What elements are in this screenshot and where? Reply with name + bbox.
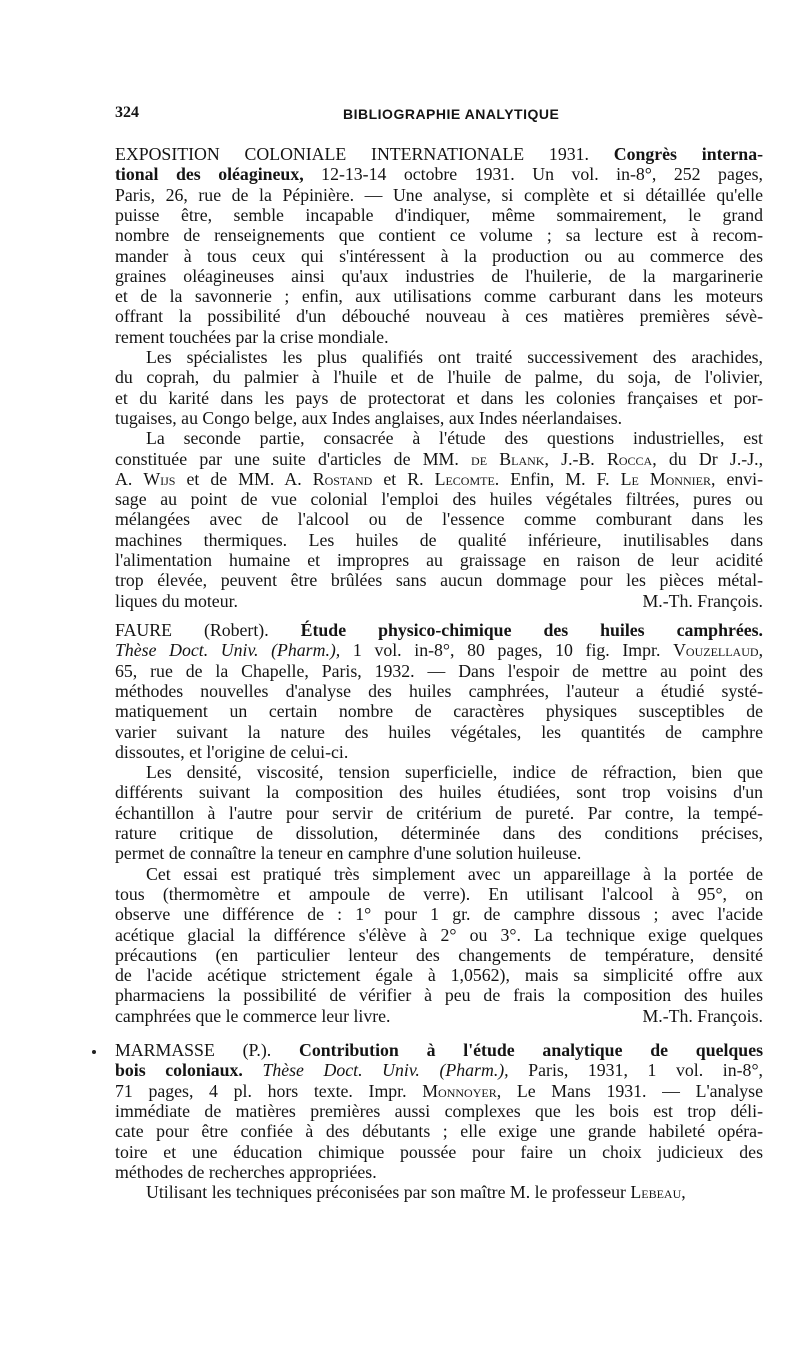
text-line	[115, 884, 763, 904]
text-run: différents suivant la composition des huiles étudiées, sont trop voisins d'un	[115, 782, 763, 803]
text-run: , du Dr J.-J.,	[652, 448, 764, 469]
author-signature: M.-Th. François.	[642, 590, 763, 611]
text-line	[115, 225, 763, 245]
text-run: Congrès interna-	[613, 144, 764, 164]
text-line	[115, 782, 763, 802]
text-run: A.	[115, 468, 144, 489]
text-run: camphrées que le commerce leur livre.	[115, 1005, 391, 1026]
text-run: ,	[681, 1182, 686, 1203]
text-run: Les spécialistes les plus qualifiés ont traité successivement des arachides,	[146, 347, 763, 367]
text-line	[115, 469, 763, 489]
text-run: 1 vol. in-8°, 80 pages, 10 fig. Impr.	[340, 640, 674, 661]
text-run: bois coloniaux.	[115, 1060, 243, 1081]
text-line	[115, 945, 763, 965]
text-line	[115, 742, 763, 762]
running-head	[115, 104, 775, 126]
text-run: acétique glacial la différence s'élève à 2° ou 3°. La technique exige quelques	[115, 924, 763, 945]
text-run: Thèse Doct. Univ. (Pharm.),	[115, 640, 341, 661]
text-line	[115, 1081, 763, 1101]
text-line	[115, 205, 763, 225]
text-line	[115, 1162, 763, 1182]
text-run: Utilisant les techniques préconisées par son maître M. le professeur	[146, 1182, 631, 1203]
text-run: et de MM. A.	[175, 468, 313, 489]
text-run: Lebeau	[630, 1182, 682, 1203]
text-line	[115, 843, 763, 863]
text-run: , envi-	[710, 468, 764, 489]
text-line	[115, 1040, 763, 1060]
running-title: BIBLIOGRAPHIE ANALYTIQUE	[343, 106, 560, 122]
text-line	[115, 449, 763, 469]
text-run: Lecomte	[434, 468, 495, 489]
text-run: et de la savonnerie ; enfin, aux utilisations comme carburant dans les moteurs	[115, 286, 763, 307]
text-run: rature critique de dissolution, déterminée dans des conditions précises,	[115, 823, 763, 843]
text-run: trop élevée, peuvent être brûlées sans aucun dommage pour les pièces métal-	[115, 570, 763, 591]
text-run: offrant la possibilité d'un débouché nouveau à ces matières premières sévè-	[115, 306, 763, 327]
text-run: . Enfin, M. F.	[494, 468, 621, 489]
text-line	[115, 1142, 763, 1162]
text-run: tous (thermomètre et ampoule de verre). En utilisant l'alcool à 95°, on	[115, 883, 763, 904]
text-run: liques du moteur.	[115, 590, 238, 611]
text-line	[115, 164, 763, 184]
text-run: et R.	[372, 468, 435, 489]
text-line	[146, 762, 763, 782]
text-run: nombre de renseignements que contient ce volume ; sa lecture est à recom-	[115, 225, 763, 246]
text-line	[115, 509, 763, 529]
text-line	[115, 965, 763, 985]
text-run: méthodes nouvelles d'analyse des huiles camphrées, l'auteur a étudié systé-	[115, 680, 763, 701]
text-run: matiquement un certain nombre de caractères physiques susceptibles de	[115, 701, 763, 722]
text-run: EXPOSITION COLONIALE INTERNATIONALE 1931.	[115, 144, 614, 164]
text-run: du coprah, du palmier à l'huile et de l'huile de palme, du soja, de l'olivier,	[115, 367, 763, 388]
text-line	[115, 489, 763, 509]
text-line	[115, 1060, 763, 1080]
text-line	[115, 550, 763, 570]
text-line	[115, 388, 763, 408]
text-line	[115, 185, 763, 205]
text-run: méthodes de recherches appropriées.	[115, 1161, 377, 1182]
text-line	[115, 985, 763, 1005]
text-run	[243, 1060, 263, 1080]
text-run: graines oléagineuses ainsi qu'aux industries de l'huilerie, de la margarinerie	[115, 265, 763, 286]
text-line	[115, 266, 763, 286]
text-line	[115, 823, 763, 843]
text-line	[115, 327, 763, 347]
text-line	[115, 246, 763, 266]
text-line	[115, 144, 763, 164]
text-run: 12-13-14 octobre 1931. Un vol. in-8°, 252 pages,	[303, 164, 763, 185]
text-run: Wijs	[143, 468, 176, 489]
text-run: Monnoyer	[422, 1080, 497, 1101]
text-run: Les densité, viscosité, tension superficielle, indice de réfraction, bien que	[146, 762, 763, 783]
text-run: Contribution à l'étude analytique de quelques	[299, 1040, 764, 1060]
page-number: 324	[115, 104, 139, 121]
text-line	[115, 306, 763, 326]
text-run: 65, rue de la Chapelle, Paris, 1932. — Dans l'espoir de mettre au point des	[115, 660, 763, 681]
text-run: MARMASSE (P.).	[115, 1040, 300, 1060]
text-run: l'alimentation humaine et impropres au graissage en raison de leur acidité	[115, 550, 763, 570]
text-run: permet de connaître la teneur en camphre d'une solution huileuse.	[115, 843, 582, 864]
text-run: , Le Mans 1931. — L'analyse	[496, 1080, 763, 1101]
text-run: tional des oléagineux,	[115, 164, 304, 185]
text-run: tugaises, au Congo belge, aux Indes anglaises, aux Indes néerlandaises.	[115, 407, 623, 428]
text-run: Rostand	[312, 468, 373, 489]
text-run: pharmaciens la possibilité de vérifier à peu de frais la composition des huiles	[115, 985, 763, 1006]
text-line	[115, 408, 763, 428]
text-run: de Blank	[471, 448, 545, 469]
text-run: sage au point de vue colonial l'emploi des huiles végétales filtrées, pures ou	[115, 489, 763, 510]
text-run: puisse être, semble incapable d'indiquer, même sommairement, le grand	[115, 204, 763, 225]
text-line	[115, 530, 763, 550]
text-run: machines thermiques. Les huiles de qualité inférieure, inutilisables dans	[115, 529, 763, 550]
text-line	[115, 286, 763, 306]
text-run: constituée par une suite d'articles de MM.	[115, 448, 472, 469]
text-run: Rocca	[607, 448, 653, 469]
text-run: Paris, 1931, 1 vol. in-8°,	[508, 1060, 764, 1081]
text-line	[115, 681, 763, 701]
text-run: Le Monnier	[620, 468, 711, 489]
text-run: Thèse Doct. Univ. (Pharm.),	[262, 1060, 509, 1081]
margin-mark	[92, 1050, 96, 1054]
text-run: cate pour être confiée à des débutants ; elle exige une grande habileté opéra-	[115, 1121, 763, 1142]
text-line	[115, 722, 763, 742]
text-line	[146, 864, 763, 884]
text-run: dissoutes, et l'origine de celui-ci.	[115, 741, 349, 762]
text-run: Paris, 26, rue de la Pépinière. — Une analyse, si complète et si détaillée qu'elle	[115, 184, 763, 205]
text-run: échantillon à l'autre pour servir de critérium de pureté. Par contre, la tempé-	[115, 802, 763, 823]
text-line	[115, 620, 763, 640]
text-run: , J.-B.	[544, 448, 607, 469]
text-line	[146, 428, 763, 448]
text-run: toire et une éducation chimique poussée pour faire un choix judicieux des	[115, 1141, 763, 1162]
text-run: mélangées avec de l'alcool ou de l'essence comme comburant dans les	[115, 509, 763, 530]
text-run: ,	[758, 640, 764, 661]
text-line	[115, 367, 763, 387]
text-run: La seconde partie, consacrée à l'étude des questions industrielles, est	[146, 428, 763, 449]
text-line	[146, 1182, 763, 1202]
text-run: immédiate de matières premières aussi complexes que les bois est trop déli-	[115, 1100, 763, 1121]
text-run: Vouzellaud	[673, 640, 759, 661]
text-run: rement touchées par la crise mondiale.	[115, 326, 389, 347]
author-signature: M.-Th. François.	[642, 1005, 763, 1026]
text-line	[146, 347, 763, 367]
text-line	[115, 925, 763, 945]
text-line	[115, 701, 763, 721]
text-run: et du karité dans les pays de protectorat et dans les colonies françaises et por-	[115, 387, 763, 408]
text-run: Cet essai est pratiqué très simplement avec un appareillage à la portée de	[146, 863, 763, 884]
text-run: varier suivant la nature des huiles végétales, les quantités de camphre	[115, 721, 763, 742]
text-line	[115, 570, 763, 590]
text-line	[115, 661, 763, 681]
text-line	[115, 1121, 763, 1141]
text-run: 71 pages, 4 pl. hors texte. Impr.	[115, 1080, 423, 1101]
text-run: mander à tous ceux qui s'intéressent à la production ou au commerce des	[115, 245, 763, 266]
text-run: Étude physico-chimique des huiles camphrées.	[300, 620, 764, 640]
text-run: observe une différence de : 1° pour 1 gr. de camphre dissous ; avec l'acide	[115, 904, 763, 925]
text-run: FAURE (Robert).	[115, 620, 301, 640]
text-run: de l'acide acétique strictement égale à 1,0562), mais sa simplicité offre aux	[115, 965, 763, 986]
text-line	[115, 640, 763, 660]
text-line	[115, 904, 763, 924]
text-run: précautions (en particulier lenteur des changements de température, densité	[115, 944, 763, 965]
text-line	[115, 803, 763, 823]
text-line	[115, 1101, 763, 1121]
